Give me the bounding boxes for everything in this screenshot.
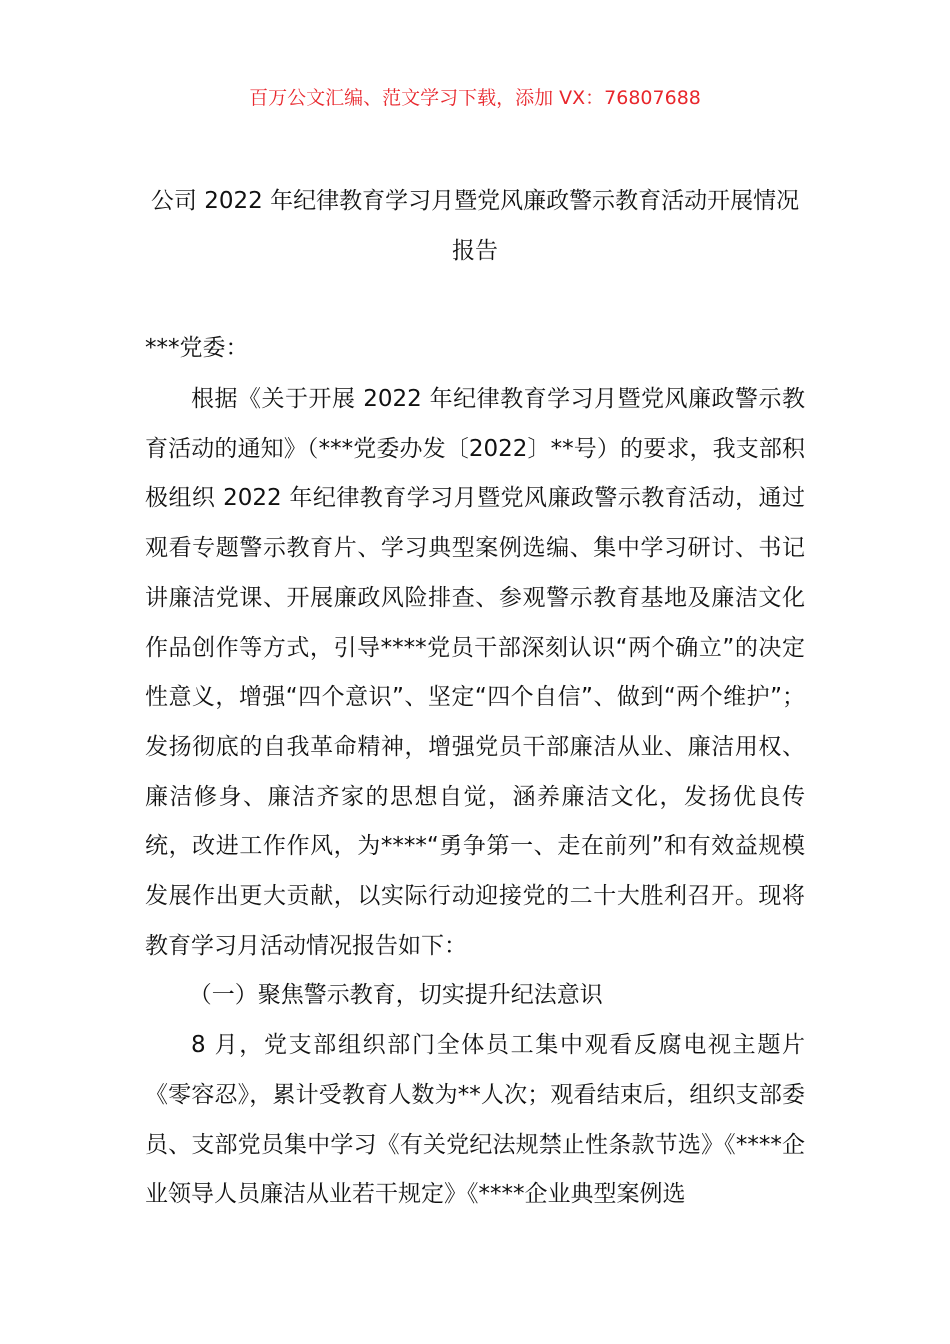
intro-paragraph: 根据《关于开展 2022 年纪律教育学习月暨党风廉政警示教育活动的通知》（***党委办发〔2022〕**号）的要求，我支部积极组织 2022 年纪律教育学习月暨党风廉政警示教育活动，通过观看专题警示教育片、学习典型案例选编、集中学习研讨、书记讲廉洁党课、开展廉政风险排查、参观警示教育基地及廉洁文化作品创作等方式，引导****党员干部深刻认识“两个确立”的决定性意义，增强“四个意识”、坚定“四个自信”、做到“两个维护”；发扬彻底的自我革命精神，增强党员干部廉洁从业、廉洁用权、廉洁修身、廉洁齐家的思想自觉，涵养廉洁文化，发扬优良传统，改进工作作风，为****“勇争第一、走在前列”和有效益规模发展作出更大贡献，以实际行动迎接党的二十大胜利召开。现将教育学习月活动情况报告如下： [145, 386, 805, 959]
document-title: 公司 2022 年纪律教育学习月暨党风廉政警示教育活动开展情况报告 [150, 188, 800, 264]
salutation: ***党委： [145, 335, 249, 361]
section-1-paragraph: 8 月，党支部组织部门全体员工集中观看反腐电视主题片《零容忍》，累计受教育人数为**人次；观看结束后，组织支部委员、支部党员集中学习《有关党纪法规禁止性条款节选》《****企业领导人员廉洁从业若干规定》《****企业典型案例选 [145, 1032, 805, 1208]
document-body [145, 375, 805, 1220]
watermark-banner: 百万公文汇编、范文学习下载，添加 VX：76807688 [249, 87, 701, 109]
section-heading-1: （一）聚焦警示教育，切实提升纪法意识 [188, 982, 603, 1009]
